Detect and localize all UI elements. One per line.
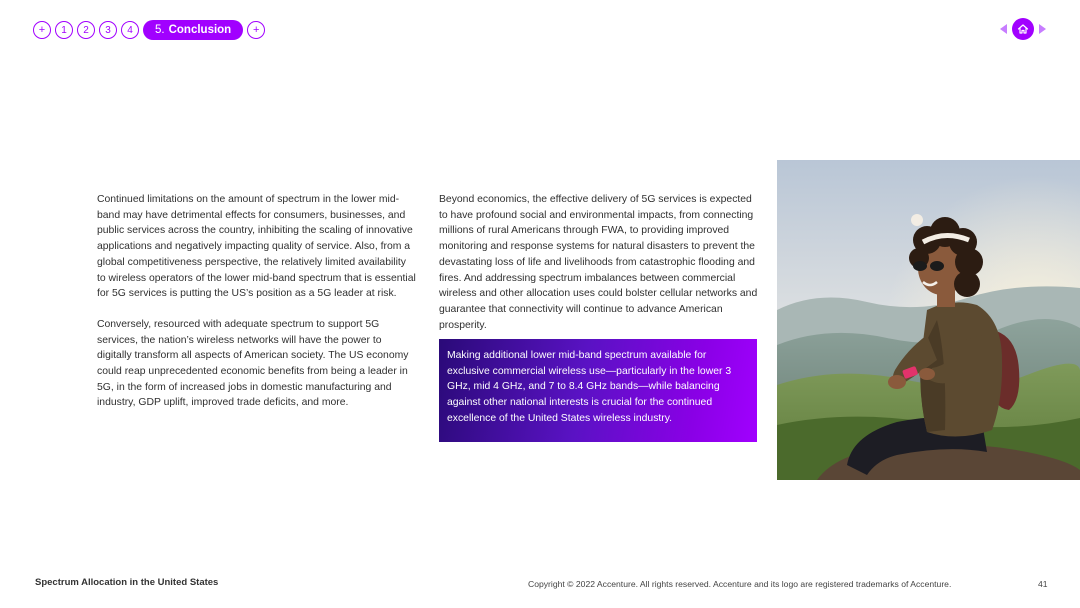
nav-next-section-button[interactable]: + <box>247 21 265 39</box>
section-navigation <box>33 20 269 40</box>
home-icon <box>1017 23 1029 35</box>
footer-copyright: Copyright © 2022 Accenture. All rights reserved. Accenture and its logo are registered trademarks of Accenture. <box>528 579 952 589</box>
highlight-callout-box: Making additional lower mid-band spectrum available for exclusive commercial wireless use—particularly in the lower 3 GHz, mid 4 GHz, and 7 to 8.4 GHz bands—while balancing against other national interests is crucial for the continued excellence of the United States wireless industry. <box>439 339 757 442</box>
paragraph-spectrum-limitations: Continued limitations on the amount of spectrum in the lower mid-band may have detrimental effects for consumers, businesses, and public services across the country, inhibiting the scaling of innovative applications and negatively impacting quality of service. Also, from a global competitiveness perspective, the relatively limited availability to wireless operators of the lower mid-band spectrum that is essential for 5G services is putting the US’s position as a 5G leader at risk. <box>97 194 416 300</box>
triangle-left-icon[interactable] <box>1000 24 1007 34</box>
home-button[interactable] <box>1012 18 1034 40</box>
active-section-label: Conclusion <box>168 24 232 36</box>
active-section-number: 5. <box>155 24 165 36</box>
page-navigation <box>1000 18 1046 40</box>
triangle-right-icon[interactable] <box>1039 24 1046 34</box>
photo-woman-with-phone <box>777 160 1080 480</box>
body-column-right <box>439 192 759 348</box>
nav-section-3-button[interactable]: 3 <box>99 21 117 39</box>
paragraph-adequate-spectrum: Conversely, resourced with adequate spectrum to support 5G services, the nation’s wireless networks will have the power to digitally transform all aspects of American society. The US economy could reap unprecedented economic benefits from being a leader in 5G, in the form of increased jobs in domestic manufacturing and industry, GDP uplift, improved trade deficits, and more. <box>97 318 409 409</box>
nav-section-1-button[interactable]: 1 <box>55 21 73 39</box>
paragraph-beyond-economics: Beyond economics, the effective delivery of 5G services is expected to have profound social and environmental impacts, from connecting millions of rural Americans through FWA, to providing improved monitoring and response systems for natural disasters to prevent the devastating loss of life and livelihoods from catastrophic flooding and fires. And addressing spectrum imbalances between commercial wireless and other allocation uses could bolster cellular networks and guarantee that connectivity will continue to advance American prosperity. <box>439 194 758 331</box>
nav-prev-section-button[interactable]: + <box>33 21 51 39</box>
footer-report-title: Spectrum Allocation in the United States <box>35 577 219 588</box>
nav-section-4-button[interactable]: 4 <box>121 21 139 39</box>
nav-section-2-button[interactable]: 2 <box>77 21 95 39</box>
body-column-left <box>97 192 417 426</box>
page-number: 41 <box>1038 579 1048 589</box>
nav-section-5-active-tab[interactable] <box>143 20 243 40</box>
photo-illustration <box>777 160 1080 480</box>
